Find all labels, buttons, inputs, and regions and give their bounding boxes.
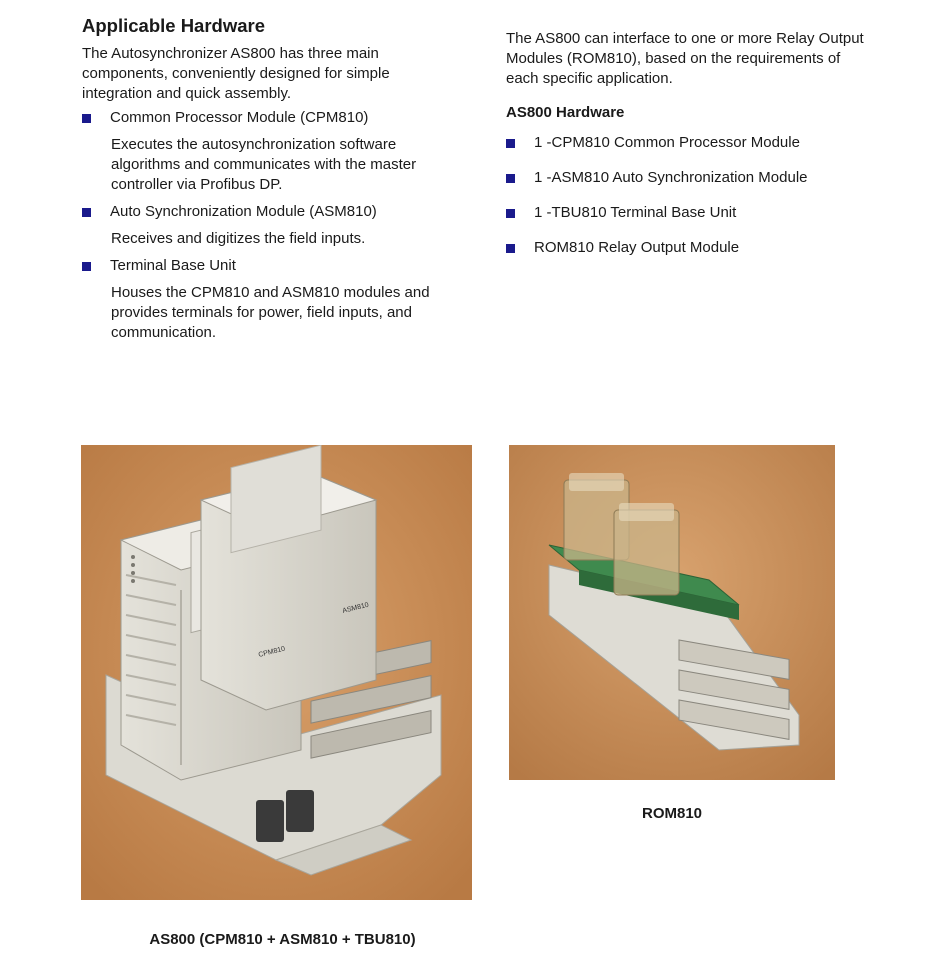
hardware-item: 1 -TBU810 Terminal Base Unit [534,204,737,221]
rom810-illustration [509,445,835,780]
rom810-caption: ROM810 [641,805,703,822]
bullet-square-icon [82,114,91,123]
cpm-module-label: CPM810 [257,645,286,659]
rom810-photo [509,445,835,780]
hardware-item: ROM810 Relay Output Module [534,239,740,256]
list-item [82,256,462,343]
bullet-square-icon [506,209,515,218]
component-list [82,108,462,343]
list-item [506,168,876,188]
hardware-item: 1 -ASM810 Auto Synchronization Module [534,169,808,186]
component-description: Receives and digitizes the field inputs. [111,230,366,247]
component-label: Auto Synchronization Module (ASM810) [110,203,377,220]
section-heading: Applicable Hardware [82,15,266,36]
intro-text: The AS800 can interface to one or more Relay Output Modules (ROM810), based on the requirements of each specific application. [506,30,864,87]
bullet-square-icon [82,208,91,217]
list-item [82,108,462,195]
bullet-square-icon [506,139,515,148]
bullet-square-icon [506,244,515,253]
intro-text: The Autosynchronizer AS800 has three main components, conveniently designed for simple integration and quick assembly. [82,45,390,102]
component-description: Houses the CPM810 and ASM810 modules and provides terminals for power, field inputs, and communication. [111,284,430,341]
component-label: Terminal Base Unit [110,257,236,274]
bullet-square-icon [82,262,91,271]
component-description: Executes the autosynchronization software algorithms and communicates with the master controller via Profibus DP. [111,136,417,193]
list-item [506,203,876,223]
as800-photo [81,445,472,900]
component-label: Common Processor Module (CPM810) [110,109,369,126]
bullet-square-icon [506,174,515,183]
hardware-list [506,133,876,258]
list-item [506,133,876,153]
asm-module-label: ASM810 [341,601,370,615]
hardware-heading: AS800 Hardware [506,104,625,121]
hardware-item: 1 -CPM810 Common Processor Module [534,134,800,151]
left-column [82,14,462,350]
list-item [506,238,876,258]
as800-caption: AS800 (CPM810 + ASM810 + TBU810) [149,931,416,948]
right-column [506,29,876,273]
list-item [82,202,462,249]
as800-illustration [81,445,472,900]
